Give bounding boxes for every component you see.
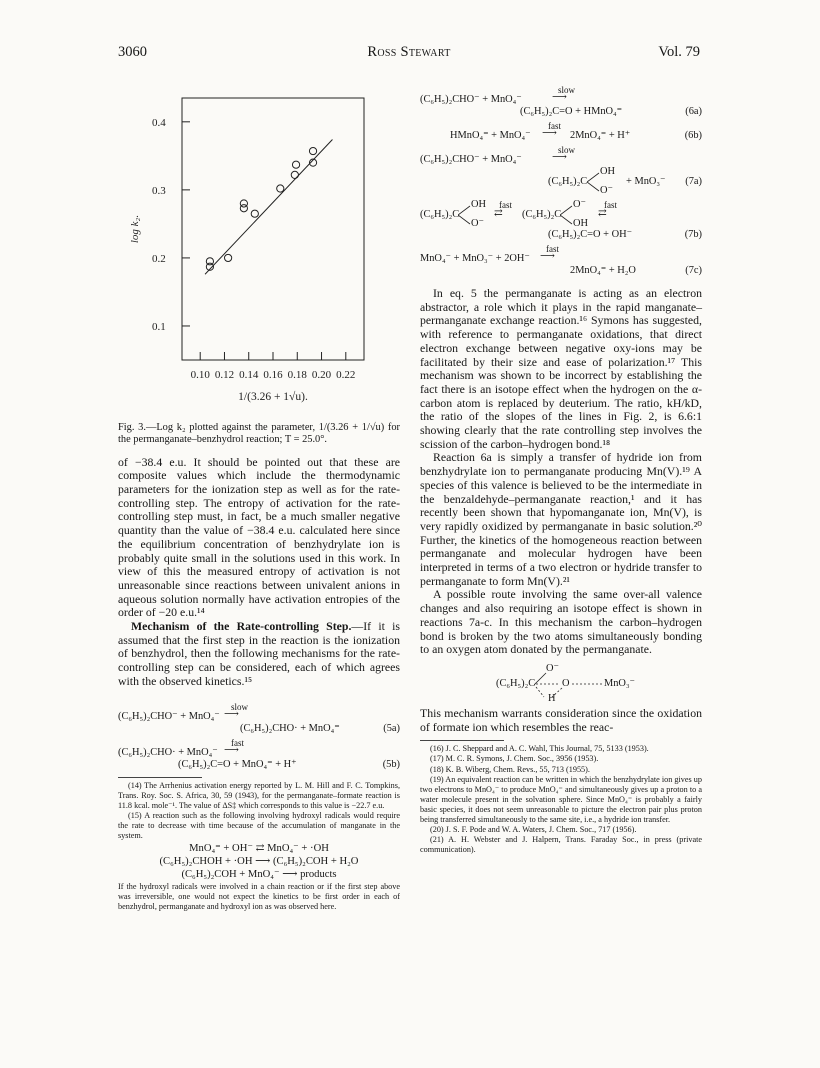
equation-text: (C₆H₅)₂C=O + OH⁻ [548, 229, 633, 240]
equation-text: (C₆H₅)₂CHO· + MnO₄⁼ [240, 722, 340, 734]
footnote: (18) K. B. Wiberg, Chem. Revs., 55, 713 (1955). [430, 764, 590, 774]
equation-text: 2MnO₄⁼ + H⁺ [570, 130, 631, 141]
equation-line [118, 723, 400, 735]
data-point [225, 254, 232, 261]
arrow: ⇄ [598, 208, 607, 219]
right-body-continued [420, 707, 702, 734]
equation-text: O⁻ [546, 662, 559, 674]
page-number: 3060 [118, 44, 147, 60]
y-tick-label: 0.3 [152, 184, 166, 197]
data-point [240, 200, 247, 207]
bond-lines [560, 201, 574, 229]
data-point [277, 185, 284, 192]
equation-text: O [562, 677, 570, 689]
x-tick-label: 0.12 [214, 369, 235, 381]
footnote-equation: MnO₄⁼ + OH⁻ ⇄ MnO₄⁻ + ·OH [189, 843, 329, 855]
footnote: (20) J. S. F. Pode and W. A. Waters, J. Chem. Soc., 717 (1956). [430, 825, 637, 835]
arrow: ⟶ [542, 128, 557, 139]
footnote: (21) A. H. Webster and J. Halpern, Trans. Faraday Soc., in press (private communication). [420, 835, 702, 855]
slow-label: slow [558, 145, 576, 155]
right-column [420, 82, 702, 855]
x-tick-label: 0.20 [311, 369, 332, 381]
data-point [292, 161, 299, 168]
equation-text: OH [573, 218, 589, 229]
fast-label: fast [499, 200, 512, 210]
fast-label: fast [231, 737, 244, 748]
fast-label: fast [546, 244, 559, 254]
equation-number: (5b) [382, 758, 400, 770]
equation-block-6 [420, 82, 702, 277]
equation-line [118, 744, 400, 759]
equation-text: H [548, 692, 556, 704]
equation-text: OH [471, 199, 487, 210]
bond-lines [458, 201, 472, 229]
equation-line [420, 229, 702, 241]
author-name: Ross Stewart [367, 44, 451, 60]
equation-text: O⁻ [471, 218, 484, 229]
equation-text: MnO₄⁻ + MnO₃⁻ + 2OH⁻ [420, 253, 530, 264]
x-tick-label: 0.14 [239, 369, 259, 381]
equation-text: O⁻ [573, 199, 586, 210]
equation-line [118, 735, 400, 747]
footnote: (17) M. C. R. Symons, J. Chem. Soc., 3956 (1953). [430, 754, 599, 764]
equation-line [420, 166, 702, 196]
figure-3-chart [118, 90, 400, 420]
left-body [118, 456, 400, 689]
section-heading: Mechanism of the Rate-controlling Step. [131, 619, 352, 634]
equation-text: (C₆H₅)₂C [522, 209, 562, 220]
paragraph: Reaction 6a is simply a transfer of hydride ion from benzhydrylate ion to permanganate producing Mn(V).¹⁹ A species of this valence is believed to be the intermediate in the benzaldehyde–permanganate reaction,¹ and it has recently been shown that hypomanganate ion, Mn(V), is very rapidly oxidized by permanganate in basic solution.²⁰ Further, the kinetics of the homogeneous reaction between permanganate and molecular hydrogen have been interpreted in terms of a two electron or hydride transfer to permanganate to form Mn(V).²¹ [420, 450, 702, 588]
equation-number: (5a) [383, 722, 400, 734]
x-tick-label: 0.10 [190, 369, 210, 381]
equation-line [420, 106, 702, 118]
footnote-equation: (C₆H₅)₂CHOH + ·OH ⟶ (C₆H₅)₂COH + H₂O [159, 856, 359, 868]
footnote-equation: (C₆H₅)₂COH + MnO₄⁻ ⟶ products [181, 869, 337, 881]
equation-line [420, 253, 702, 265]
arrow: ⇄ [494, 208, 503, 219]
section-text: —If it is assumed that the first step in the reaction is the ionization of benzhydrol, then the following mechanisms for the rate-controlling step can be considered, each of which agrees with the observed kinetics.¹⁵ [118, 619, 400, 688]
footnote-rule [118, 777, 202, 778]
equation-line [420, 241, 702, 253]
equation-text: O⁻ [600, 185, 613, 196]
left-footnotes [118, 781, 400, 913]
equation-text: HMnO₄⁼ + MnO₄⁻ [450, 130, 531, 141]
paragraph: In eq. 5 the permanganate is acting as an electron abstractor, a role which it plays in the rapid manganate–permanganate exchange reaction.¹⁶ Symons has suggested, with reference to permanganate oxidations, that direct electron exchange between negative oxy-ions may be facilitated by their size and ease of polarization.¹⁷ This mechanism was shown to be incorrect by establishing the fact there is an isotope effect when the hydrogen on the α-carbon atom is replaced by deuterium. The ratio, kH/kD, the ratio of the slopes of the lines in Fig. 2, is 6.6:1 showing clearly that the rate controlling step involves the scission of the carbon–hydrogen bond.¹⁸ [420, 286, 702, 451]
arrow: ⟶ [540, 251, 555, 262]
equation-number: (6a) [685, 106, 702, 117]
equation-line [420, 154, 702, 166]
x-tick-label: 0.18 [287, 369, 307, 381]
equation-text: (C₆H₅)₂CHO⁻ + MnO₄⁻ [420, 154, 522, 165]
equation-text: (C₆H₅)₂C [496, 677, 536, 689]
bond-lines [587, 168, 601, 196]
footnote: If the hydroxyl radicals were involved in a chain reaction or if the first step above was irreversible, one would not expect the kinetics to be first order in each of benzhydrol, permanganate and hydroxyl ion as was observed here. [118, 882, 400, 912]
equation-text: (C₆H₅)₂CHO⁻ + MnO₄⁻ [118, 710, 220, 722]
footnote-rule [420, 740, 504, 741]
equation-text: MnO₃⁻ [604, 677, 636, 689]
paragraph: of −38.4 e.u. It should be pointed out that these are composite values which include the thermodynamic parameters for the ionization step as well as for the rate-controlling step. The entropy of activation for the rate-controlling step must, in fact, be a much smaller negative quantity than the value of −38.4 e.u. calculated here since the equilibrium concentration of benzhydrylate ion is probably quite small in the solutions used in this work. In view of this the measured entropy of activation is not unreasonable since reactions between univalent anions in aqueous solution normally have activation entropies of the order of −20 e.u.¹⁴ [118, 454, 400, 620]
right-footnotes [420, 744, 702, 855]
footnote: (14) The Arrhenius activation energy reported by L. M. Hill and F. C. Tompkins, Trans. Roy. Soc. S. Africa, 30, 59 (1943), for the permanganate–formate reaction is 11.8 kcal. mole⁻¹. The value of ΔS‡ which corresponds to this value is −22.7 e.u. [118, 780, 400, 810]
equation-text: + MnO₃⁻ [626, 176, 666, 187]
equation-text: 2MnO₄⁼ + H₂O [570, 265, 636, 276]
transition-state [420, 663, 702, 705]
y-axis-label: log k₂. [129, 214, 141, 244]
equation-number: (6b) [684, 130, 702, 141]
equation-line [420, 94, 702, 106]
equation-text: (C₆H₅)₂CHO· + MnO₄⁻ [118, 746, 218, 758]
arrow: ⟶ [224, 744, 239, 756]
fast-label: fast [548, 121, 561, 131]
equation-text: (C₆H₅)₂C [420, 209, 460, 220]
equation-line [118, 699, 400, 711]
x-tick-label: 0.22 [336, 369, 356, 381]
plot-frame [182, 98, 364, 360]
equation-line [420, 199, 702, 229]
equation-block-5 [118, 699, 400, 771]
arrow: ⟶ [224, 708, 239, 720]
equation-line [420, 118, 702, 130]
equation-text: (C₆H₅)₂CHO⁻ + MnO₄⁻ [420, 94, 522, 105]
running-header [118, 44, 700, 64]
equation-text: (C₆H₅)₂C=O + HMnO₄⁼ [520, 106, 623, 117]
volume-number: Vol. 79 [658, 44, 700, 60]
data-point [291, 171, 298, 178]
equation-line [420, 265, 702, 277]
equation-text: (C₆H₅)₂C [548, 176, 588, 187]
arrow: ⟶ [552, 152, 567, 163]
equation-line [118, 759, 400, 771]
footnote: (16) J. C. Sheppard and A. C. Wahl, This Journal, 75, 5133 (1953). [430, 744, 649, 754]
paragraph: A possible route involving the same over-all valence changes and also requiring an isotope effect is shown in reactions 7a-c. In this mechanism the carbon–hydrogen bond is broken by the two atoms simultaneously bonding to an oxygen atom donated by the permanganate. [420, 587, 702, 657]
equation-number: (7c) [685, 265, 702, 276]
slow-label: slow [558, 85, 576, 95]
footnote-equations [118, 842, 400, 881]
equation-text: (C₆H₅)₂C=O + MnO₄⁼ + H⁺ [178, 758, 297, 770]
y-tick-label: 0.1 [152, 320, 166, 333]
left-column [118, 90, 400, 912]
data-point [309, 147, 316, 154]
figure-caption: Fig. 3.—Log k₂ plotted against the parameter, 1/(3.26 + 1/√u) for the permanganate–benzhydrol reaction; T = 25.0°. [118, 422, 400, 446]
paragraph [118, 620, 400, 689]
equation-number: (7a) [685, 176, 702, 187]
y-tick-label: 0.4 [152, 116, 166, 129]
fit-line [205, 140, 332, 275]
footnote: (19) An equivalent reaction can be written in which the benzhydrylate ion gives up two electrons to MnO₄⁻ to produce MnO₄⁼ and simultaneously gives up a proton to a water molecule present in the solvation sphere. Since MnO₄⁼ is probably a fairly basic species, it does not seem unreasonable to picture the electron pair plus proton being transferred simultaneously to the same site, i.e., a hydride ion transfer. [420, 774, 702, 825]
slow-label: slow [231, 701, 249, 712]
right-body [420, 287, 702, 657]
arrow: ⟶ [552, 92, 567, 103]
data-point [251, 210, 258, 217]
fast-label: fast [604, 200, 617, 210]
equation-line [118, 708, 400, 723]
data-point [206, 258, 213, 265]
y-tick-label: 0.2 [152, 252, 166, 265]
x-axis-label: 1/(3.26 + 1√u). [238, 391, 308, 403]
footnote: (15) A reaction such as the following involving hydroxyl radicals would require the rate to decrease with time because of the accumulation of manganate in the system. [118, 810, 400, 841]
paragraph: This mechanism warrants consideration since the oxidation of formate ion which resembles the reac- [420, 705, 702, 734]
equation-number: (7b) [684, 229, 702, 240]
equation-line [420, 130, 702, 142]
x-tick-label: 0.16 [263, 369, 283, 381]
equation-text: OH [600, 166, 616, 177]
